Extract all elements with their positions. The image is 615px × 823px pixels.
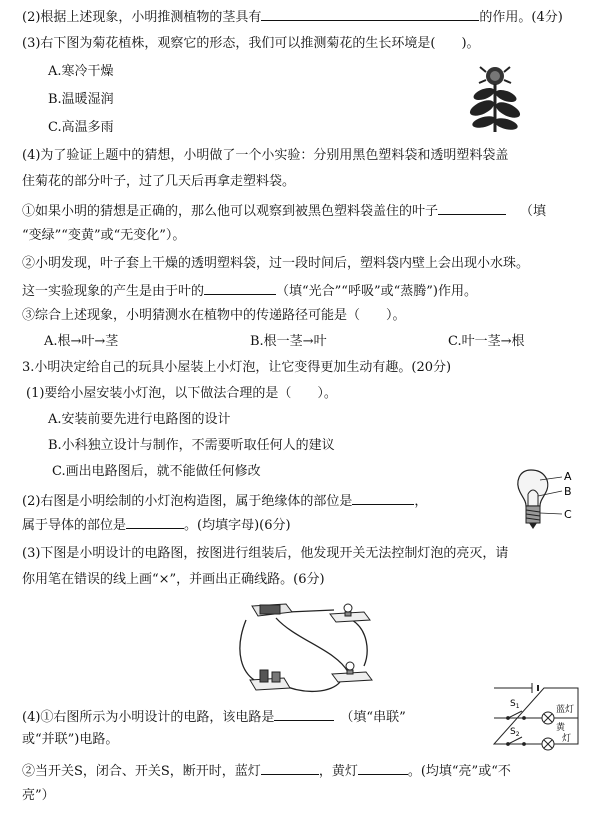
blue-lamp-label: 蓝灯: [556, 705, 575, 715]
q2-4-line2: 住菊花的部分叶子，过了几天后再拿走塑料袋。: [22, 174, 296, 189]
q3-1-option-b[interactable]: B.小科独立设计与制作，不需要听取任何人的建议: [48, 438, 335, 453]
q2-2-answer-blank[interactable]: [261, 6, 479, 21]
blue-lamp-icon: [542, 712, 554, 724]
q3-2-line2: 属于导体的部位是 。(均填字母)(6分): [22, 514, 291, 536]
q3-1-option-a[interactable]: A.安装前要先进行电路图的设计: [48, 412, 231, 427]
q2-4-sub1-blank[interactable]: [438, 200, 506, 215]
q2-4-sub2-line1: ②小明发现，叶子套上干燥的透明塑料袋，过一段时间后，塑料袋内壁上会出现小水珠。: [22, 256, 530, 271]
q3-3-line1: (3)下图是小明设计的电路图，按图进行组装后，他发现开关无法控制灯泡的亮灭，请: [22, 546, 509, 561]
yellow-lamp-label-2: 灯: [562, 734, 572, 744]
q2-4-line1: (4)为了验证上题中的猜想，小明做了一个小实验：分别用黑色塑料袋和透明塑料袋盖: [22, 148, 509, 163]
q3-2-conductor-blank[interactable]: [126, 514, 184, 529]
q2-4-sub3-option-c[interactable]: C.叶一茎→根: [448, 334, 525, 349]
physical-circuit-figure[interactable]: [236, 600, 400, 704]
switch-s1-label: $S_1$: [510, 699, 520, 710]
q3-3-line2: 你用笔在错误的线上画“×”，并画出正确线路。(6分): [22, 572, 325, 587]
q3-4-blue-lamp-blank[interactable]: [261, 760, 319, 775]
q2-3-stem: (3)右下图为菊花植株，观察它的形态，我们可以推测菊花的生长环境是( )。: [22, 36, 480, 51]
q3-4-line1: (4)①右图所示为小明设计的电路，该电路是 （填“串联”: [22, 706, 406, 728]
switch-icon[interactable]: [250, 670, 290, 690]
q3-4-sub2-line1: ②当开关S，闭合、开关S，断开时，蓝灯 ，黄灯 。(均填“亮”或“不: [22, 760, 511, 782]
q3-4-line2: 或“并联”)电路。: [22, 732, 119, 747]
q2-4-sub1: ①如果小明的猜想是正确的，那么他可以观察到被黑色塑料袋盖住的叶子 （填: [22, 200, 546, 222]
q2-3-option-b[interactable]: B.温暖湿润: [48, 92, 114, 107]
q2-4-sub3-option-b[interactable]: B.根一茎→叶: [250, 334, 327, 349]
yellow-lamp-icon: [542, 738, 554, 750]
q3-4-circuit-type-blank[interactable]: [274, 706, 334, 721]
bulb-label-a: A: [564, 470, 572, 483]
battery-icon[interactable]: [252, 604, 292, 616]
chrysanthemum-figure: [462, 64, 528, 136]
q3-4-yellow-lamp-blank[interactable]: [358, 760, 408, 775]
bulb-label-b: B: [564, 485, 572, 498]
bulb-structure-figure: [514, 466, 576, 532]
q3-4-sub2-line2: 亮”）: [22, 788, 55, 803]
yellow-lamp-label-1: 黄: [556, 723, 566, 733]
q2-3-option-a[interactable]: A.寒冷干燥: [48, 64, 114, 79]
bottom-bulb-holder-icon[interactable]: [332, 662, 372, 682]
q2-4-sub2-blank[interactable]: [204, 280, 276, 295]
q3-1-option-c[interactable]: C.画出电路图后，就不能做任何修改: [52, 464, 261, 479]
q3-2-line1: (2)右图是小明绘制的小灯泡构造图，属于绝缘体的部位是 ，: [22, 490, 427, 512]
top-bulb-holder-icon[interactable]: [330, 604, 370, 622]
circuit-schematic-figure: [488, 680, 588, 752]
q2-4-sub3: ③综合上述现象，小明猜测水在植物中的传递路径可能是（ ）。: [22, 308, 406, 323]
q2-4-sub1-line2: “变绿”“变黄”或“无变化”）。: [22, 228, 186, 243]
q2-4-sub2-line2: 这一实验现象的产生是由于叶的 （填“光合”“呼吸”或“蒸腾”)作用。: [22, 280, 477, 302]
switch-s2-label: $S_2$: [510, 727, 520, 738]
q3-2-insulator-blank[interactable]: [352, 490, 414, 505]
q2-4-sub3-option-a[interactable]: A.根→叶→茎: [44, 334, 119, 349]
bulb-label-c: C: [564, 508, 572, 521]
q2-2-line: (2)根据上述现象，小明推测植物的茎具有 的作用。(4分): [22, 6, 563, 28]
q2-3-option-c[interactable]: C.高温多雨: [48, 120, 114, 135]
q3-1-stem: (1)要给小屋安装小灯泡，以下做法合理的是（ ）。: [26, 386, 337, 401]
q3-title: 3.小明决定给自己的玩具小屋装上小灯泡，让它变得更加生动有趣。(20分): [22, 360, 452, 375]
